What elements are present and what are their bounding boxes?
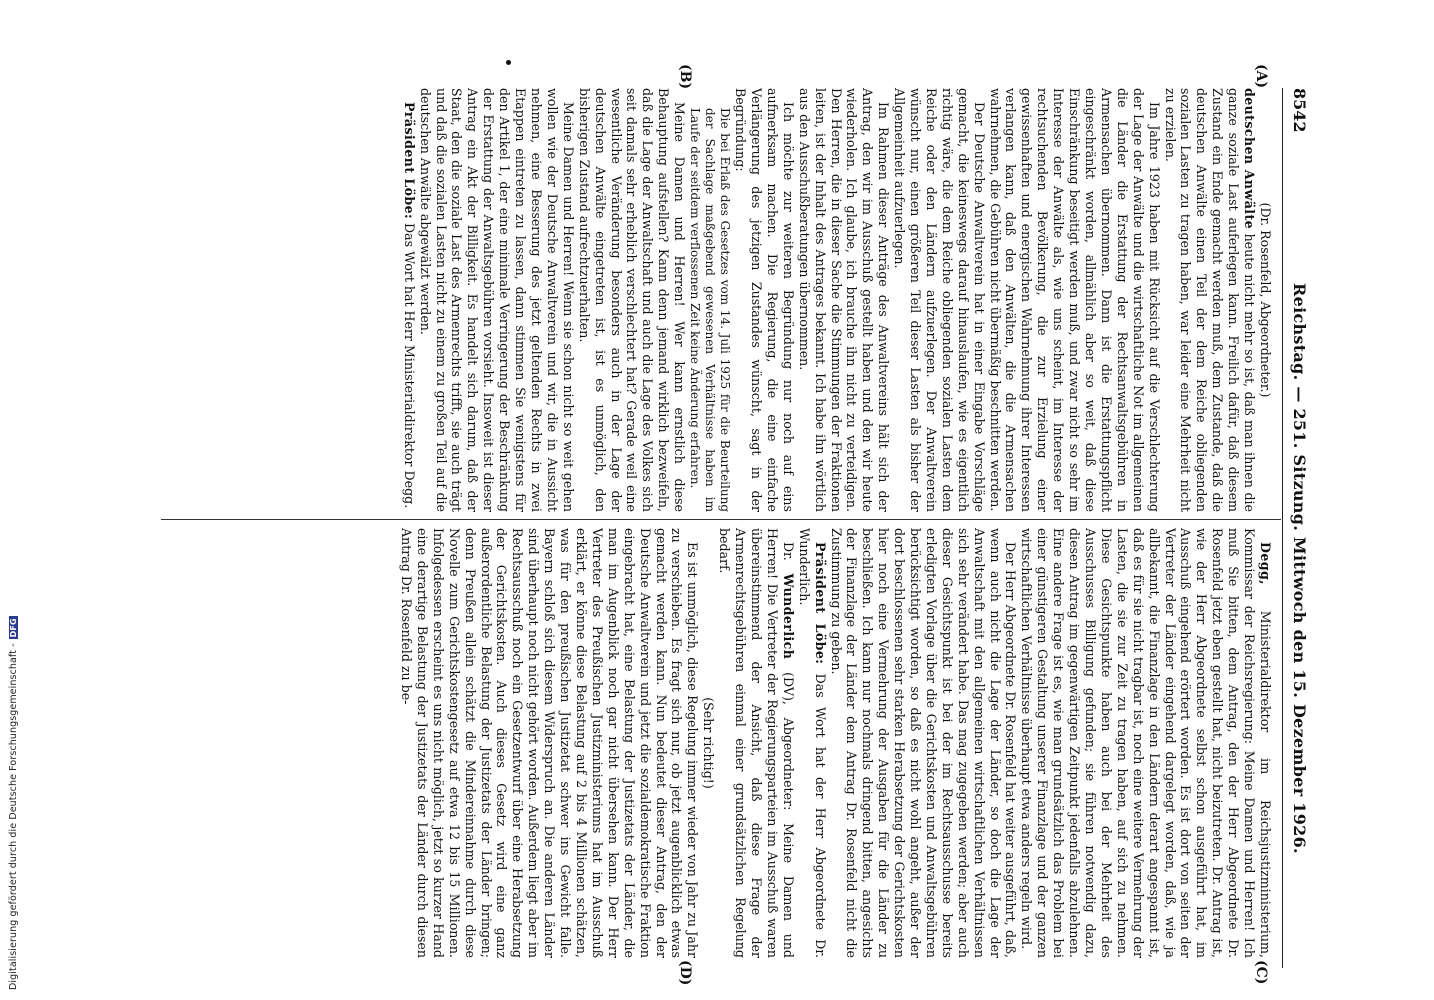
left-paragraph-3: Der Deutsche Anwaltverein hat in einer Eingabe Vorschläge gemacht, die keineswegs darauf hinauslaufen, wie es eigentlich richtig wäre, die dem Reiche obliegenden sozialen Lasten dem Reiche oder den Ländern aufzuerlegen. Der Anwaltverein wünscht nur, einen größeren Teil dieser Lasten als bisher der Allgemeinheit aufzuerlegen. xyxy=(892,88,987,512)
right-paragraph-1: Degg, Ministerialdirektor im Reichsjustizministerium, Kommissar der Reichsregierung: Meine Damen und Herren! Ich muß Sie bitten, dem Antrag, den der Herr Abgeordnete Dr. Rosenfeld jetzt eben gestellt hat, nicht beizutreten. Dr. Antrag ist, wie der Herr Abgeordnete selbst schon ausgeführt hat, im Ausschuß eingehend erörtert worden. Es ist dort von seiten der Vertreter der Länder eingehend dargelegt worden, daß, wie ja allbekannt, die Finanzlage in den Ländern derart angespannt ist, daß es für sie nicht tragbar ist, noch eine weitere Vermehrung der Lasten, die sie zur Zeit zu tragen haben, auf sich zu nehmen. Diese Gesichtspunkte haben auch bei der Mehrheit des Ausschusses Billigung gefunden; sie führen notwendig dazu, diesen Antrag im gegenwärtigen Zeitpunkt jedenfalls abzulehnen. Eine andere Frage ist es, wie man grundsätzlich das Problem bei einer günstigeren Gestaltung unserer Finanzlage und der ganzen wirtschaftlichen Verhältnisse überhaupt etwa anders regeln wird. xyxy=(1019,528,1273,958)
running-head: Reichstag. — 251. Sitzung. Mittwoch den 15. Dezember 1926. xyxy=(1290,283,1309,854)
quoted-passage: Die bei Erlaß des Gesetzes vom 14. Juli 1925 für die Beurteilung der Sachlage maßgebend gewesenen Verhältnisse haben im Laufe der seitdem verflossenen Zeit keine Änderung erfahren. xyxy=(688,108,733,512)
left-paragraph-2: Im Jahre 1923 haben mit Rücksicht auf die Verschlechterung der Lage der Anwälte und die wirtschaftliche Not im allgemeinen die Länder die Erstattung der Rechtsanwaltsgebühren in Armensachen übernommen. Dann ist die Erstattungspflicht eingeschränkt worden, allmählich aber so weit, daß diese Einschränkung beseitigt werden muß, und zwar nicht so sehr im Interesse der Anwälte als, wie uns scheint, im Interesse der rechtsuchenden Bevölkerung, die zur Erzielung einer gewissenhaften und energischen Wahrnehmung ihrer Interessen verlangen kann, daß den Anwälten, die die Armensachen wahrnehmen, die Gebühren nicht übermäßig beschnitten werden. xyxy=(987,88,1162,512)
right-paragraph-4: Dr. Wunderlich (DV), Abgeordneter: Meine Damen und Herren! Die Vertreter der Regierungsparteien im Ausschuß waren übereinstimmend der Ansicht, daß diese Frage der Armenrechtsgebühren einmal einer grundsätzlichen Regelung bedarf. xyxy=(717,528,796,958)
left-paragraph-6: Meine Damen und Herren! Wer kann ernstlich diese Behauptung aufstellen? Kann denn jemand wirklich bezweifeln, daß die Lage der Anwaltschaft und auch die Lage des Volkes sich seit damals sehr erheblich verschlechtert hat? Gerade weil eine wesentliche Veränderung besonders auch in der Lage der deutschen Anwälte eingetreten ist, ist es unmöglich, den bisherigen Zustand aufrechtzuerhalten. xyxy=(576,88,688,512)
margin-marker-b: (B) xyxy=(677,64,693,90)
page-header xyxy=(1281,88,1313,968)
margin-marker-a: (A) xyxy=(1253,64,1269,89)
left-paragraph-1: deutschen Anwälte heute nicht mehr so ist, daß man ihnen die ganze soziale Last auferlegen kann. Freilich dafür, daß diesem Zustand ein Ende gemacht werden muß, dem Zustande, daß die deutschen Anwälte einen Teil der dem Reiche obliegenden sozialen Lasten zu tragen haben, war leider eine Mehrheit nicht zu erzielen. xyxy=(1162,88,1258,513)
digitization-caption-text: Digitalisierung gefördert durch die Deutsche Forschungsgemeinschaft -DFG xyxy=(8,618,19,990)
speaker-line: (Dr. Rosenfeld, Abgeordneter.) xyxy=(1258,202,1273,398)
left-column xyxy=(123,88,1273,512)
header-rule xyxy=(1282,88,1283,968)
scanned-page xyxy=(103,64,1313,986)
right-column xyxy=(123,528,1273,958)
right-paragraph-5: Es ist unmöglich, diese Regelung immer wieder von Jahr zu Jahr zu verschieben. Es fragt sich nur, ob jetzt augenblicklich etwas gemacht werden kann. Nun bedeutet dieser Antrag, den der Deutsche Anwaltverein und jetzt die sozialdemokratische Fraktion eingebracht hat, eine Belastung der Justizetats der Länder, die man im Augenblick noch gar nicht übersehen kann. Der Herr Vertreter des Preußischen Justizministeriums hat im Ausschuß erklärt, er könne diese Belastung auf 2 bis 4 Millionen schätzen, was für den preußischen Justizetat schwer ins Gewicht falle. Bayern schloß sich diesem Widerspruch an. Die anderen Länder sind überhaupt noch nicht gehört worden. Außerdem liegt aber im Rechtsausschuß noch ein Gesetzentwurf über eine Herabsetzung der Gerichtskosten. Auch dieses Gesetz wird eine ganz außerordentliche Belastung der Justizetats der Länder bringen; denn Preußen allein schätzt die Mindereinnahme durch diese Novelle zum Gerichtskostengesetz auf etwa 12 bis 15 Millionen. Infolgedessen erscheint es uns nicht möglich, jetzt so kurzer Hand eine derartige Belastung der Justizetats der Länder durch diesen Antrag Dr. Rosenfeld zu be- xyxy=(399,528,701,958)
left-paragraph-5: Ich möchte zur weiteren Begründung nur noch auf eins aufmerksam machen. Die Regierung, die eine einfache Verlängerung des jetzigen Zustandes wünscht, sagt in der Begründung: xyxy=(733,88,796,512)
digitization-caption xyxy=(0,0,19,1000)
page-number: 8542 xyxy=(1290,88,1309,133)
ink-dot xyxy=(506,60,511,65)
margin-marker-c: (C) xyxy=(1253,960,1269,985)
margin-marker-d: (D) xyxy=(677,960,693,986)
right-paragraph-2: Der Herr Abgeordnete Dr. Rosenfeld hat weiter ausgeführt, daß, wenn auch nicht die Lage der Länder, so doch die Lage der Anwaltschaft mit den allgemeinen wirtschaftlichen Verhältnissen sich sehr verändert habe. Das mag zugegeben werden; aber auch dieser Gesichtspunkt ist bei der im Rechtsausschusse bereits erledigten Vorlage über die Gerichtskosten und Anwaltsgebühren berücksichtigt worden, so daß es nicht wohl angeht, außer der dort beschlossenen sehr starken Herabsetzung der Gerichtskosten hier noch eine Vermehrung der Ausgaben für die Länder zu beschließen. Ich kann nur nochmals dringend bitten, angesichts der Finanzlage der Länder dem Antrag Dr. Rosenfeld nicht die Zustimmung zu geben. xyxy=(828,528,1019,958)
left-paragraph-7: Meine Damen und Herren! Wenn sie schon nicht so weit gehen wollen wie der Deutsche Anwaltverein und wir, die in Aussicht nehmen, eine Besserung des jetzt geltenden Rechts in zwei Etappen eintreten zu lassen, dann stimmen Sie wenigstens für den Artikel 1, der eine minimale Verringerung der Beschränkung der Erstattung der Anwaltsgebühren vorsieht. Insoweit ist dieser Antrag ein Akt der Billigkeit. Es handelt sich darum, daß der Staat, den die soziale Last des Armenrechts trifft, sie auch trägt und daß die sozialen Lasten nicht zu einem zu großen Teil auf die deutschen Anwälte abgewälzt werden. xyxy=(417,88,576,512)
column-divider xyxy=(161,519,1281,520)
right-paragraph-3: Präsident Löbe: Das Wort hat der Herr Abgeordnete Dr. Wunderlich. xyxy=(796,528,828,958)
left-paragraph-4: Im Rahmen dieser Anträge des Anwaltvereins hält sich der Antrag, den wir im Ausschuß gestellt haben und den wir heute wiederholen. Ich glaube, ich brauche ihn nicht zu verteidigen. Den Herren, die in dieser Sache die Stimmungen der Fraktionen leiten, ist der Inhalt des Antrages bekannt. Ich habe ihn wörtlich aus den Ausschußberatungen übernommen. xyxy=(796,88,892,512)
left-paragraph-8: Präsident Löbe: Das Wort hat Herr Ministerialdirektor Degg. xyxy=(401,102,417,509)
interjection: (Sehr richtig!) xyxy=(701,697,717,789)
dfg-logo: DFG xyxy=(9,618,18,638)
